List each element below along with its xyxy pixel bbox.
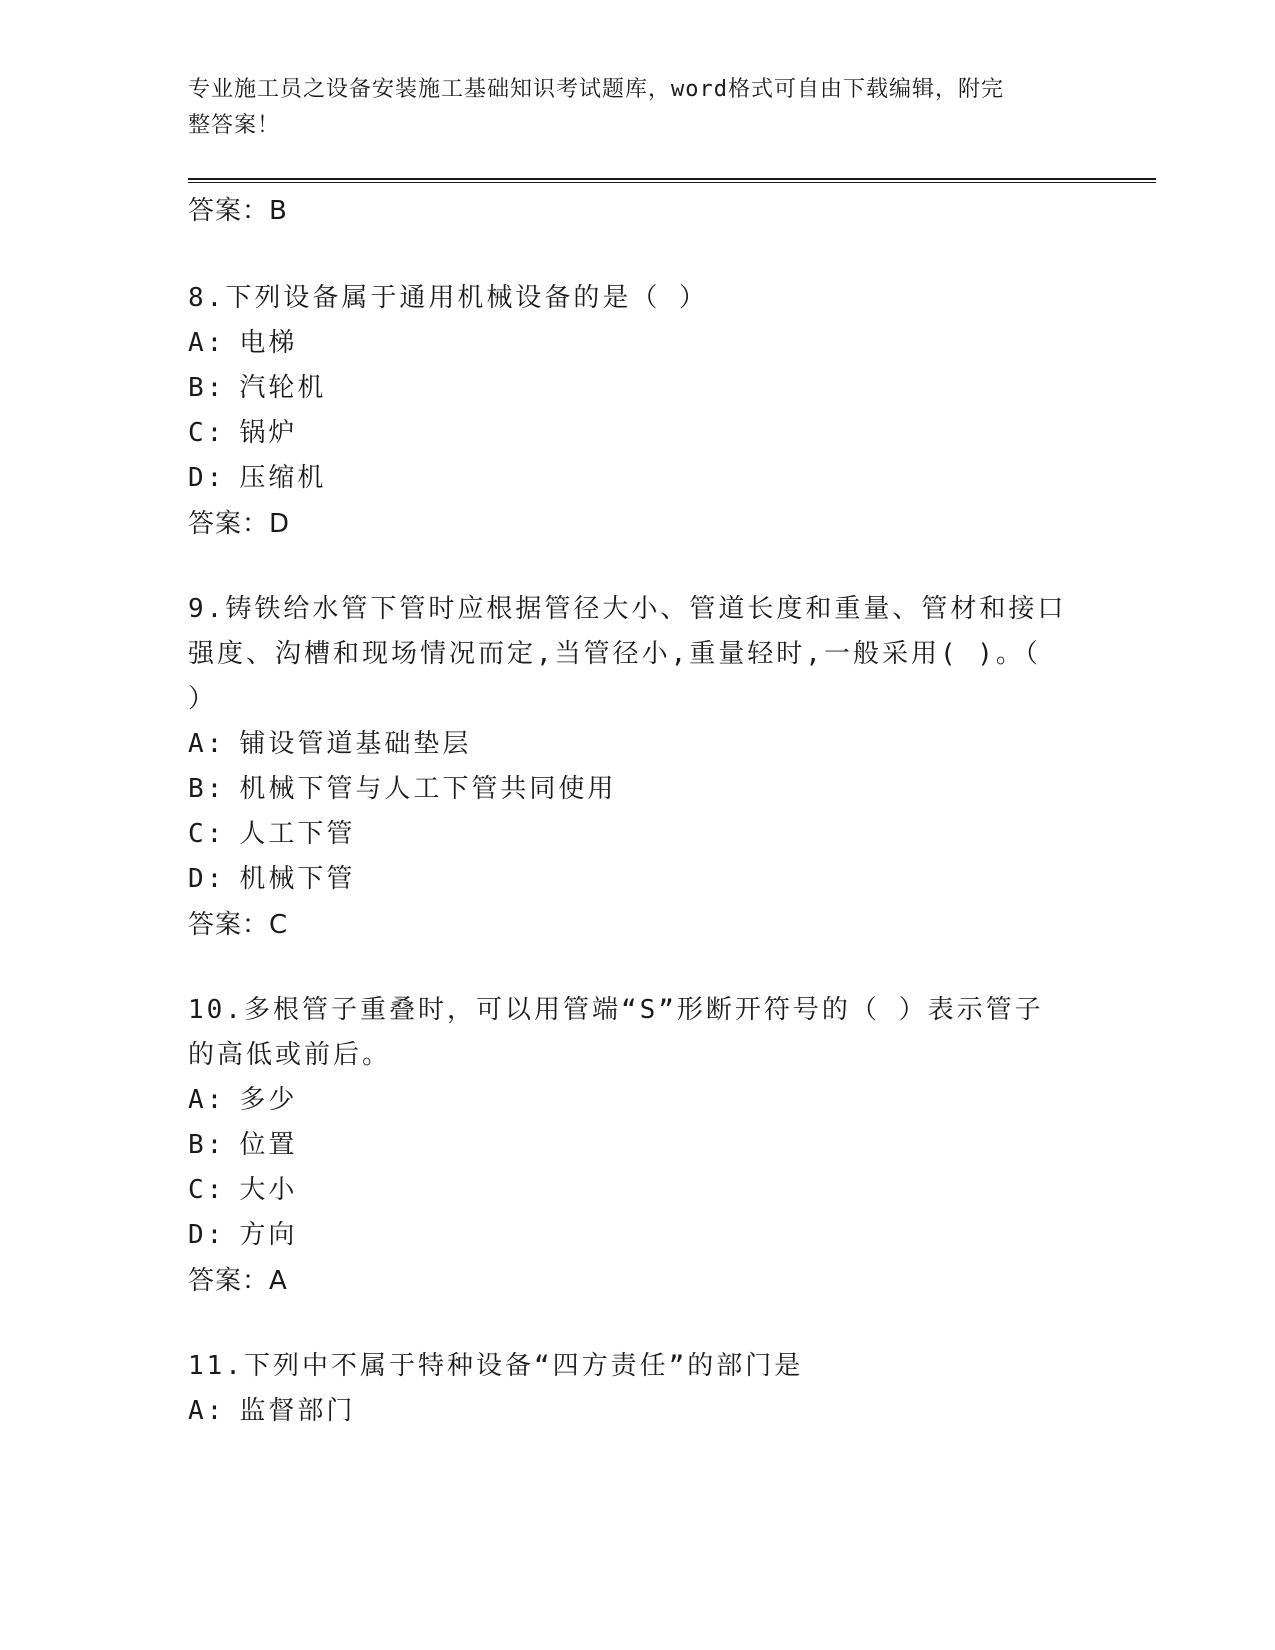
option-text: 机械下管 [239, 864, 356, 894]
option-key: C: [188, 819, 226, 849]
question-text [188, 276, 1068, 321]
answer-label: 答案： [188, 509, 270, 539]
option-key: D: [188, 463, 226, 493]
option-key: A: [188, 328, 226, 358]
question-number: 9. [188, 594, 226, 624]
question-stem: 铸铁给水管下管时应根据管径大小、管道长度和重量、管材和接口强度、沟槽和现场情况而定,当管径小,重量轻时,一般采用( )。（ ） [188, 594, 1067, 714]
answer-value: D [269, 509, 291, 539]
document-header [188, 72, 1068, 144]
option-key: D: [188, 1220, 226, 1250]
option-key: B: [188, 1130, 226, 1160]
option-text: 压缩机 [239, 463, 327, 493]
option-key: A: [188, 1085, 226, 1115]
question-list [188, 188, 1088, 1434]
question-number: 8. [188, 283, 226, 313]
option-key: D: [188, 864, 226, 894]
option-text: 大小 [239, 1175, 298, 1205]
option-text: 多少 [239, 1085, 298, 1115]
question-text [188, 1344, 1068, 1389]
option-c [188, 1168, 1088, 1213]
answer-label: 答案： [188, 910, 270, 940]
header-divider [188, 178, 1156, 183]
option-key: A: [188, 1396, 226, 1426]
option-text: 铺设管道基础垫层 [239, 729, 472, 759]
question-10 [188, 988, 1088, 1304]
option-key: C: [188, 418, 226, 448]
question-number: 11. [188, 1351, 244, 1381]
question-text [188, 587, 1068, 722]
answer-line [188, 188, 1088, 234]
option-a [188, 1078, 1088, 1123]
option-d [188, 456, 1088, 501]
spacer [188, 1304, 1088, 1344]
option-text: 方向 [239, 1220, 298, 1250]
option-key: B: [188, 774, 226, 804]
question-stem: 下列中不属于特种设备“四方责任”的部门是 [243, 1351, 804, 1381]
answer-value: B [269, 196, 288, 226]
question-text [188, 988, 1068, 1078]
option-b [188, 1123, 1088, 1168]
spacer [188, 547, 1088, 587]
answer-label: 答案： [188, 196, 270, 226]
spacer [188, 234, 1088, 276]
option-key: B: [188, 373, 226, 403]
question-11 [188, 1344, 1088, 1434]
answer-line [188, 902, 1088, 948]
option-a [188, 321, 1088, 366]
option-c [188, 411, 1088, 456]
answer-line [188, 501, 1088, 547]
option-text: 人工下管 [239, 819, 356, 849]
option-text: 位置 [239, 1130, 298, 1160]
option-a [188, 1389, 1088, 1434]
question-8 [188, 276, 1088, 547]
option-c [188, 812, 1088, 857]
header-line-1: 专业施工员之设备安装施工基础知识考试题库，word格式可自由下载编辑，附完 [188, 77, 1004, 102]
option-text: 锅炉 [239, 418, 298, 448]
header-line-2: 整答案！ [188, 113, 281, 138]
question-9 [188, 587, 1088, 948]
answer-value: C [269, 910, 289, 940]
option-text: 汽轮机 [239, 373, 327, 403]
answer-value: A [269, 1266, 288, 1296]
option-b [188, 366, 1088, 411]
spacer [188, 948, 1088, 988]
option-d [188, 1213, 1088, 1258]
option-text: 机械下管与人工下管共同使用 [239, 774, 617, 804]
option-b [188, 767, 1088, 812]
option-key: A: [188, 729, 226, 759]
option-key: C: [188, 1175, 226, 1205]
answer-line [188, 1258, 1088, 1304]
option-text: 监督部门 [239, 1396, 356, 1426]
question-number: 10. [188, 995, 244, 1025]
question-stem: 多根管子重叠时，可以用管端“S”形断开符号的（ ）表示管子的高低或前后。 [188, 995, 1044, 1070]
option-d [188, 857, 1088, 902]
question-stem: 下列设备属于通用机械设备的是（ ） [225, 283, 708, 313]
option-text: 电梯 [239, 328, 298, 358]
answer-label: 答案： [188, 1266, 270, 1296]
option-a [188, 722, 1088, 767]
